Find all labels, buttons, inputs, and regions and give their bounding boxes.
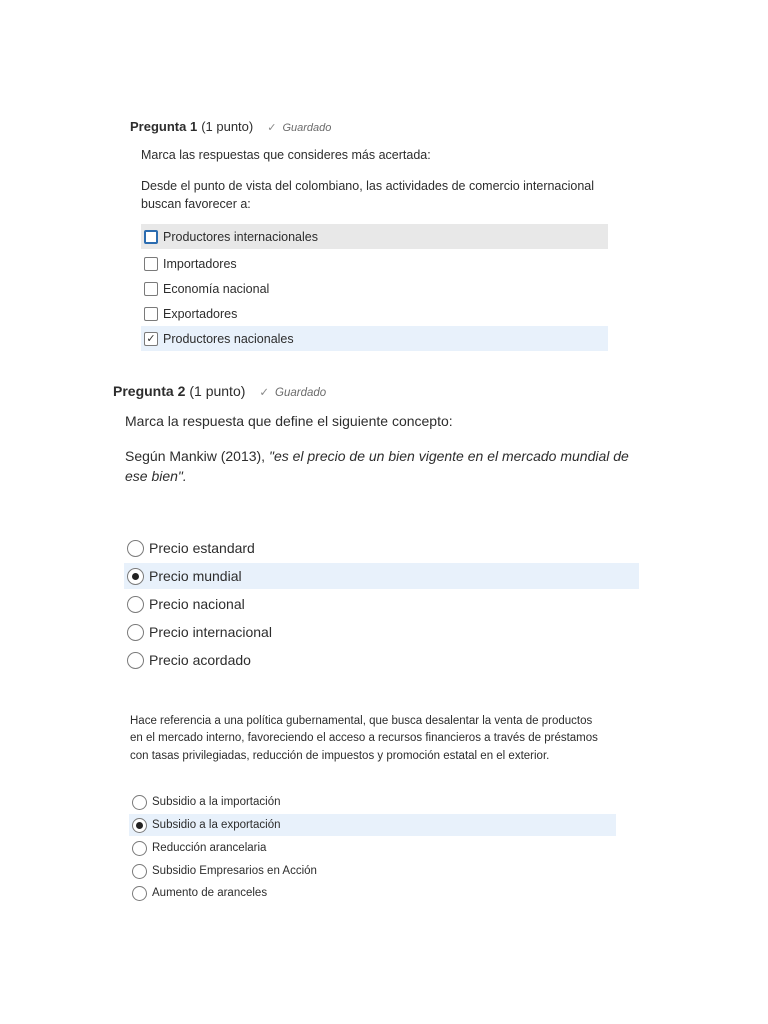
q2-status-label: Guardado: [275, 387, 327, 399]
q2-option-5[interactable]: [124, 647, 639, 673]
radio-button[interactable]: [127, 596, 144, 613]
q3-option-1[interactable]: [129, 791, 616, 813]
q2-option-2[interactable]: [124, 563, 639, 589]
q1-points: (1 punto): [201, 119, 254, 134]
q2-option-label: Precio acordado: [149, 652, 251, 668]
radio-button-selected[interactable]: [127, 568, 144, 585]
q1-status-label: Guardado: [282, 122, 332, 134]
checkbox[interactable]: [144, 230, 158, 244]
q1-option-label: Importadores: [163, 256, 237, 271]
q2-prompt-lead: Según Mankiw (2013),: [125, 448, 269, 464]
q1-option-4[interactable]: [141, 301, 608, 326]
q1-option-label: Productores nacionales: [163, 331, 294, 346]
q2-prompt-quote: "es el precio de un bien vigente en el mercado mundial de ese bien".: [125, 448, 629, 485]
q2-option-4[interactable]: [124, 619, 639, 645]
q3-option-2[interactable]: [129, 814, 616, 836]
radio-button[interactable]: [132, 795, 147, 810]
radio-button[interactable]: [132, 864, 147, 879]
q3-prompt: Hace referencia a una política gubernamental, que busca desalentar la venta de productos en el mercado interno, favoreciendo el acceso a recursos financieros a través de préstamos con tasas privilegiadas, reducción de impuestos y promoción estatal en el exterior.: [130, 715, 598, 762]
q2-option-label: Precio mundial: [149, 568, 242, 584]
checkbox[interactable]: [144, 307, 158, 321]
radio-button[interactable]: [127, 652, 144, 669]
radio-button[interactable]: [127, 540, 144, 557]
q2-saved-status: [259, 385, 326, 399]
q3-option-label: Subsidio a la importación: [152, 796, 281, 808]
q2-option-1[interactable]: [124, 535, 639, 561]
q1-option-2[interactable]: [141, 251, 608, 276]
q1-option-5[interactable]: [141, 326, 608, 351]
checkbox[interactable]: [144, 282, 158, 296]
radio-dot-icon: [136, 822, 143, 829]
q2-option-label: Precio internacional: [149, 624, 272, 640]
q1-option-1[interactable]: [141, 224, 608, 249]
q1-option-3[interactable]: [141, 276, 608, 301]
q3-option-5[interactable]: [129, 882, 616, 904]
q2-prompt: [125, 446, 640, 487]
q1-prompt: Desde el punto de vista del colombiano, las actividades de comercio internacional buscan favorecer a:: [141, 179, 595, 212]
q1-option-label: Exportadores: [163, 306, 238, 321]
q2-option-3[interactable]: [124, 591, 639, 617]
q3-option-label: Subsidio Empresarios en Acción: [152, 865, 317, 877]
checkbox-checked[interactable]: [144, 332, 158, 346]
q2-title: Pregunta 2: [113, 383, 186, 399]
q2-points: (1 punto): [189, 383, 246, 399]
q1-saved-status: [267, 121, 331, 134]
radio-button-selected[interactable]: [132, 818, 147, 833]
radio-button[interactable]: [132, 886, 147, 901]
q1-header: [130, 119, 331, 134]
q1-option-label: Productores internacionales: [163, 229, 318, 244]
radio-dot-icon: [132, 573, 139, 580]
check-icon: ✓: [267, 122, 277, 134]
q2-instruction: Marca la respuesta que define el siguiente concepto:: [125, 413, 453, 429]
q2-header: [113, 383, 326, 399]
q1-option-label: Economía nacional: [163, 281, 270, 296]
q3-option-3[interactable]: [129, 837, 616, 859]
radio-button[interactable]: [132, 841, 147, 856]
q1-instruction: Marca las respuestas que consideres más acertada:: [141, 148, 431, 162]
checkbox[interactable]: [144, 257, 158, 271]
q3-option-label: Subsidio a la exportación: [152, 819, 281, 831]
checkmark-icon: ✓: [146, 333, 156, 345]
check-icon: ✓: [259, 387, 270, 399]
q3-option-4[interactable]: [129, 860, 616, 882]
radio-button[interactable]: [127, 624, 144, 641]
q2-option-label: Precio estandard: [149, 540, 255, 556]
q3-option-label: Reducción arancelaria: [152, 842, 267, 854]
q2-option-label: Precio nacional: [149, 596, 245, 612]
q3-option-label: Aumento de aranceles: [152, 887, 268, 899]
q1-title: Pregunta 1: [130, 119, 198, 134]
